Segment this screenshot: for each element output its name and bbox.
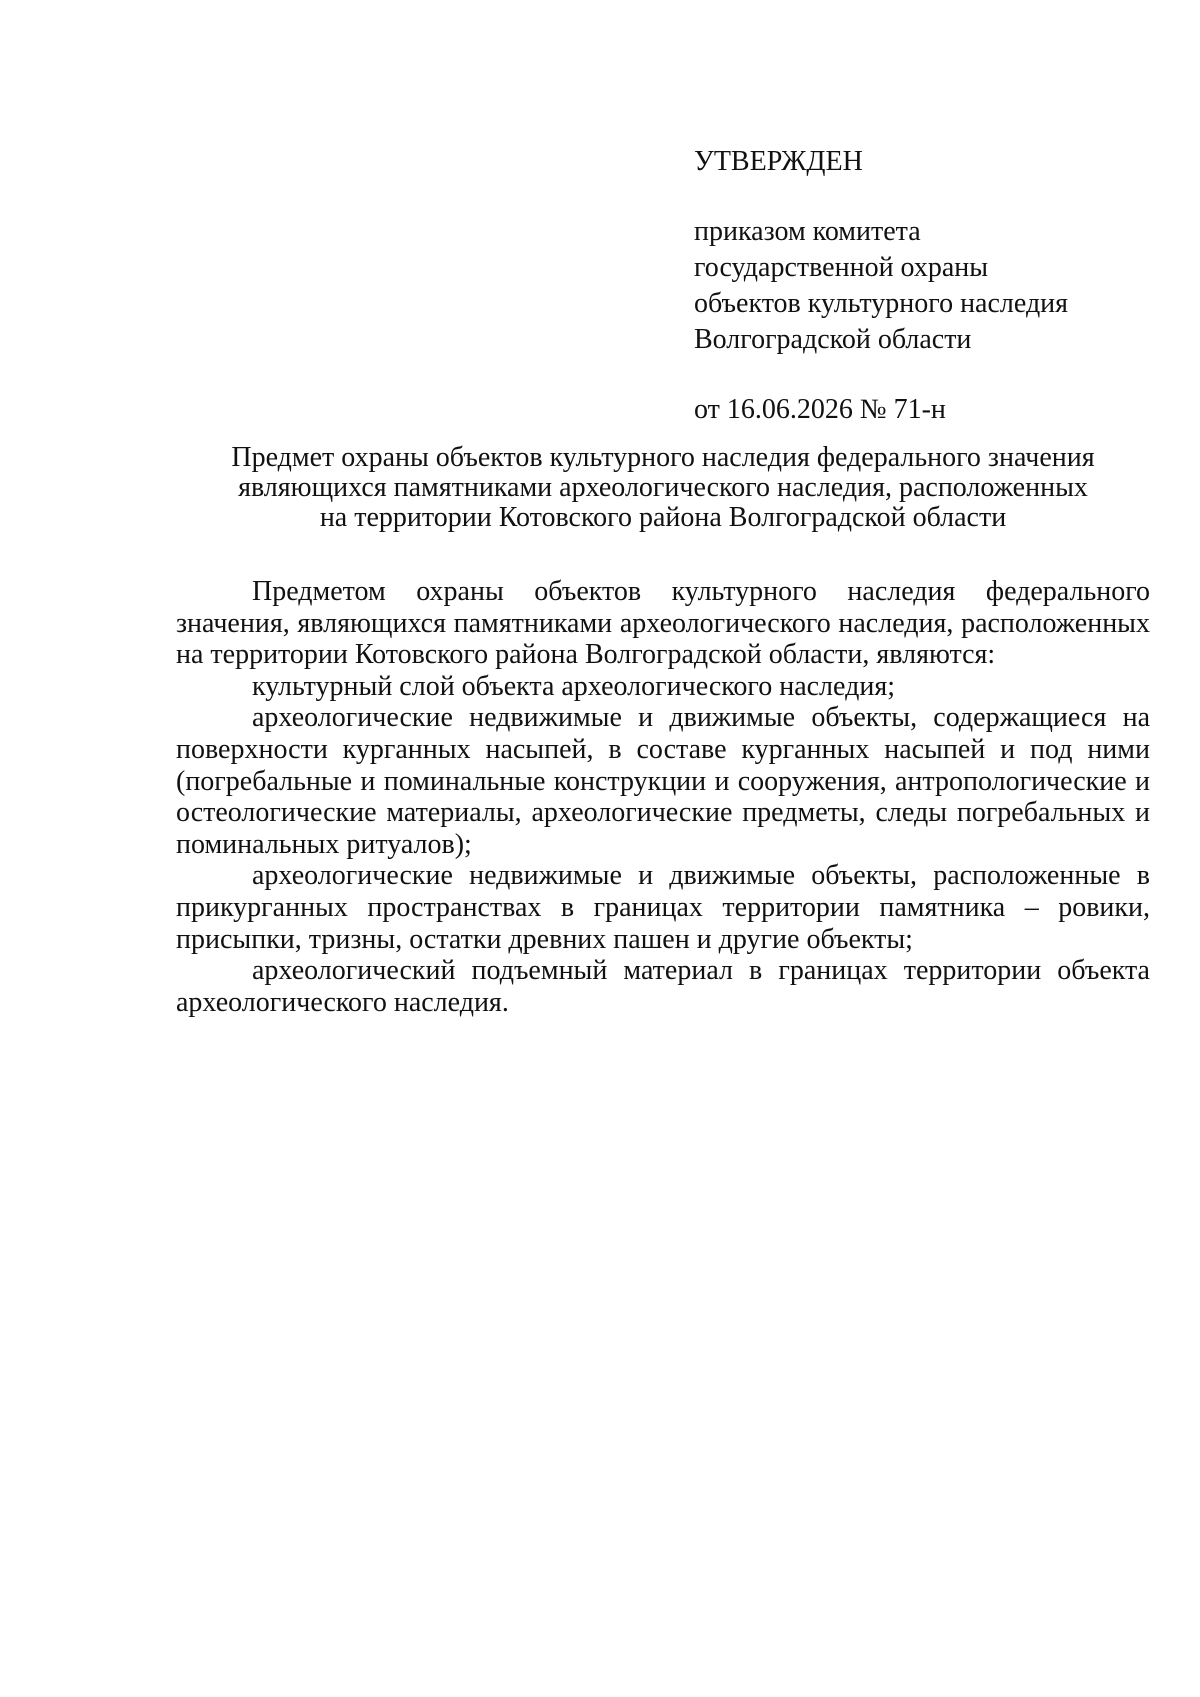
body-paragraph-item: археологический подъемный материал в границах территории объекта археологического наследия. bbox=[176, 955, 1150, 1018]
approval-issuer-line: государственной охраны bbox=[694, 252, 989, 283]
body-paragraph-item: археологические недвижимые и движимые объекты, содержащиеся на поверхности курганных насыпей, в составе курганных насыпей и под ними (погребальные и поминальные конструкции и сооружения, антропологические и остеологические материалы, археологические предметы, следы погребальных и поминальных ритуалов); bbox=[176, 702, 1150, 860]
document-title-line: являющихся памятниками археологического наследия, расположенных bbox=[238, 472, 1088, 503]
approval-title: УТВЕРЖДЕН bbox=[694, 146, 863, 177]
document-title bbox=[170, 443, 1156, 533]
order-reference: от 16.06.2026 № 71-н bbox=[694, 394, 946, 425]
document-body bbox=[176, 576, 1150, 1018]
document-title-line: на территории Котовского района Волгоградской области bbox=[319, 502, 1007, 533]
approval-issuer-line: Волгоградской области bbox=[694, 324, 972, 355]
approval-block bbox=[694, 144, 1114, 428]
body-paragraph-item: археологические недвижимые и движимые объекты, расположенные в прикурганных пространствах в границах территории памятника – ровики, присыпки, тризны, остатки древних пашен и другие объекты; bbox=[176, 860, 1150, 955]
approval-issuer-line: объектов культурного наследия bbox=[694, 288, 1069, 319]
body-paragraph-item: культурный слой объекта археологического наследия; bbox=[252, 670, 895, 702]
document-title-line: Предмет охраны объектов культурного наследия федерального значения bbox=[231, 442, 1095, 473]
body-paragraph-intro: Предметом охраны объектов культурного наследия федерального значения, являющихся памятниками археологического наследия, расположенных на территории Котовского района Волгоградской области, являются: bbox=[176, 576, 1150, 671]
approval-issuer-line: приказом комитета bbox=[694, 216, 921, 247]
